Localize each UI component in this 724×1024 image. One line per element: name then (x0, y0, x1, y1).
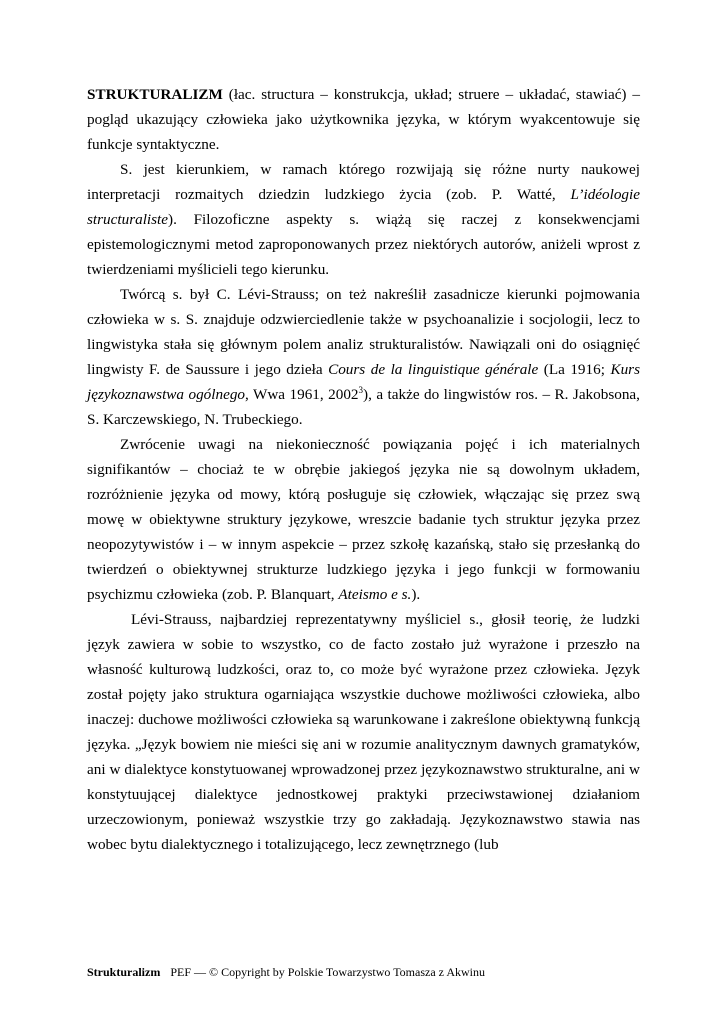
article-body (87, 82, 640, 857)
entry-term: STRUKTURALIZM (87, 86, 223, 103)
footer-title: Strukturalizm (87, 965, 161, 979)
paragraph-3 (87, 282, 640, 432)
text-run: Twórcą s. był C. Lévi-Strauss; on też nakreślił zasadnicze kierunki pojmowania człowieka w s. S. znajduje odzwierciedlenie także w psychoanalizie i socjologii, lecz to lingwistyka stała się głównym polem analiz strukturalistów. Nawiązali oni do osiągnięć lingwisty F. de Saussure i jego dzieła (87, 286, 640, 378)
text-run: (La 1916; (538, 361, 611, 378)
edition-superscript: 3 (358, 384, 364, 395)
paragraph-2 (87, 157, 640, 282)
book-title: Kurs językoznawstwa ogólnego (87, 361, 640, 403)
definition-text: (łac. structura – konstrukcja, układ; struere – układać, stawiać) – pogląd ukazujący człowieka jako użytkownika języka, w którym wyakcentowuje się funkcje syntaktyczne. (87, 86, 640, 153)
text-run: ). (411, 586, 421, 603)
book-title: L’idéologie structuraliste (87, 186, 640, 228)
paragraph-definition (87, 82, 640, 157)
footer-copyright: PEF — © Copyright by Polskie Towarzystwo Tomasza z Akwinu (170, 965, 485, 979)
book-title: Ateismo e s. (338, 586, 412, 603)
paragraph-5: Lévi-Strauss, najbardziej reprezentatywny myśliciel s., głosił teorię, że ludzki język zawiera w sobie to wszystko, co de facto zostało już wyrażone i przeszło na własność kulturową ludzkości, oraz to, co może być wyrażone przez człowieka. Język został pojęty jako struktura ogarniająca wszystkie duchowe możliwości człowieka, albo inaczej: duchowe możliwości człowieka są warunkowane i zakreślone obiektywną funkcją języka. „Język bowiem nie mieści się ani w rozumie analitycznym dawnych gramatyków, ani w dialektyce konstytuowanej wprowadzonej przez językoznawstwo strukturalne, ani w konstytuującej dialektyce jednostkowej praktyki przeciwstawionej działaniom urzeczowionym, ponieważ wszystkie trzy go zakładają. Językoznawstwo stawia nas wobec bytu dialektycznego i totalizującego, lecz zewnętrznego (lub (87, 611, 640, 853)
text-run: S. jest kierunkiem, w ramach którego rozwijają się różne nurty naukowej interpretacji rozmaitych dziedzin ludzkiego życia (zob. P. Watté, (87, 161, 640, 203)
paragraph-4 (87, 432, 640, 607)
text-run: Zwrócenie uwagi na niekonieczność powiązania pojęć i ich materialnych signifikantów – chociaż te w obrębie jakiegoś języka nie są dowolnym układem, rozróżnienie języka od mowy, którą posługuje się człowiek, włączając się przez swą mowę w obiektywne struktury językowe, wreszcie badanie tych struktur języka przez neopozytywistów i – w innym aspekcie – przez szkołę kazańską, stało się przesłanką do twierdzeń o obiektywnej strukturze ludzkiego języka i jego funkcji w formowaniu psychizmu człowieka (zob. P. Blanquart, (87, 436, 640, 603)
text-run: , Wwa 1961, 2002 (245, 386, 359, 403)
text-run: ). Filozoficzne aspekty s. wiążą się raczej z konsekwencjami epistemologicznymi metod zaproponowanych przez niektórych autorów, aniżeli wprost z twierdzeniami myślicieli tego kierunku. (87, 211, 640, 278)
text-run: ), a także do lingwistów ros. – R. Jakobsona, S. Karczewskiego, N. Trubeckiego. (87, 386, 640, 428)
book-title: Cours de la linguistique générale (328, 361, 539, 378)
page-footer (87, 964, 647, 980)
